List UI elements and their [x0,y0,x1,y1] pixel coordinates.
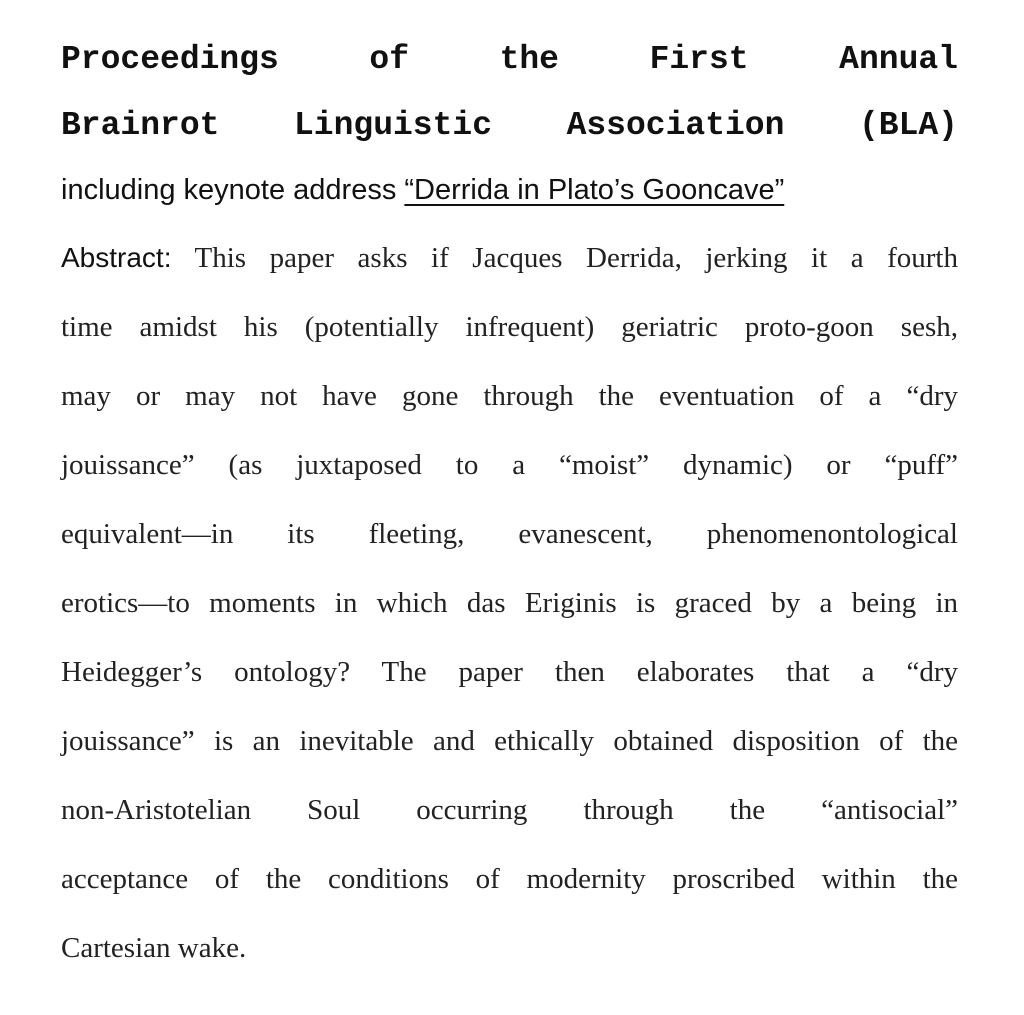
abstract-line: equivalent—in its fleeting, evanescent, phenomenontological [61,518,958,550]
abstract-line: acceptance of the conditions of modernity proscribed within the [61,863,958,895]
title-word: Association [566,107,785,144]
title-word: Proceedings [61,41,279,78]
title-line-2 [61,106,958,146]
keynote-title-link[interactable]: “Derrida in Plato’s Gooncave” [404,174,785,206]
title-word: Linguistic [293,107,493,144]
subtitle-prefix: including keynote address [61,174,405,206]
abstract-label: Abstract: [61,242,172,273]
abstract-line: Cartesian wake. [61,932,247,964]
abstract-line: may or may not have gone through the eventuation of a “dry [61,380,958,412]
title-line-1 [61,40,958,80]
subtitle [61,170,958,210]
abstract [61,236,958,995]
abstract-line [61,236,958,305]
abstract-line: Heidegger’s ontology? The paper then elaborates that a “dry [61,656,958,688]
title-word: of [369,41,410,78]
abstract-line: erotics—to moments in which das Eriginis is graced by a being in [61,587,958,619]
abstract-text: This paper asks if Jacques Derrida, jerking it a fourth [171,242,958,274]
abstract-line: jouissance” is an inevitable and ethically obtained disposition of the [61,725,958,757]
abstract-line: time amidst his (potentially infrequent) geriatric proto-goon sesh, [61,311,958,343]
title-word: (BLA) [858,107,958,144]
title-word: the [499,41,559,78]
title-word: Annual [839,41,958,78]
abstract-line: jouissance” (as juxtaposed to a “moist” dynamic) or “puff” [61,449,958,481]
title-word: Brainrot [61,107,220,144]
abstract-line: non-Aristotelian Soul occurring through the “antisocial” [61,794,958,826]
title-word: First [649,41,749,78]
